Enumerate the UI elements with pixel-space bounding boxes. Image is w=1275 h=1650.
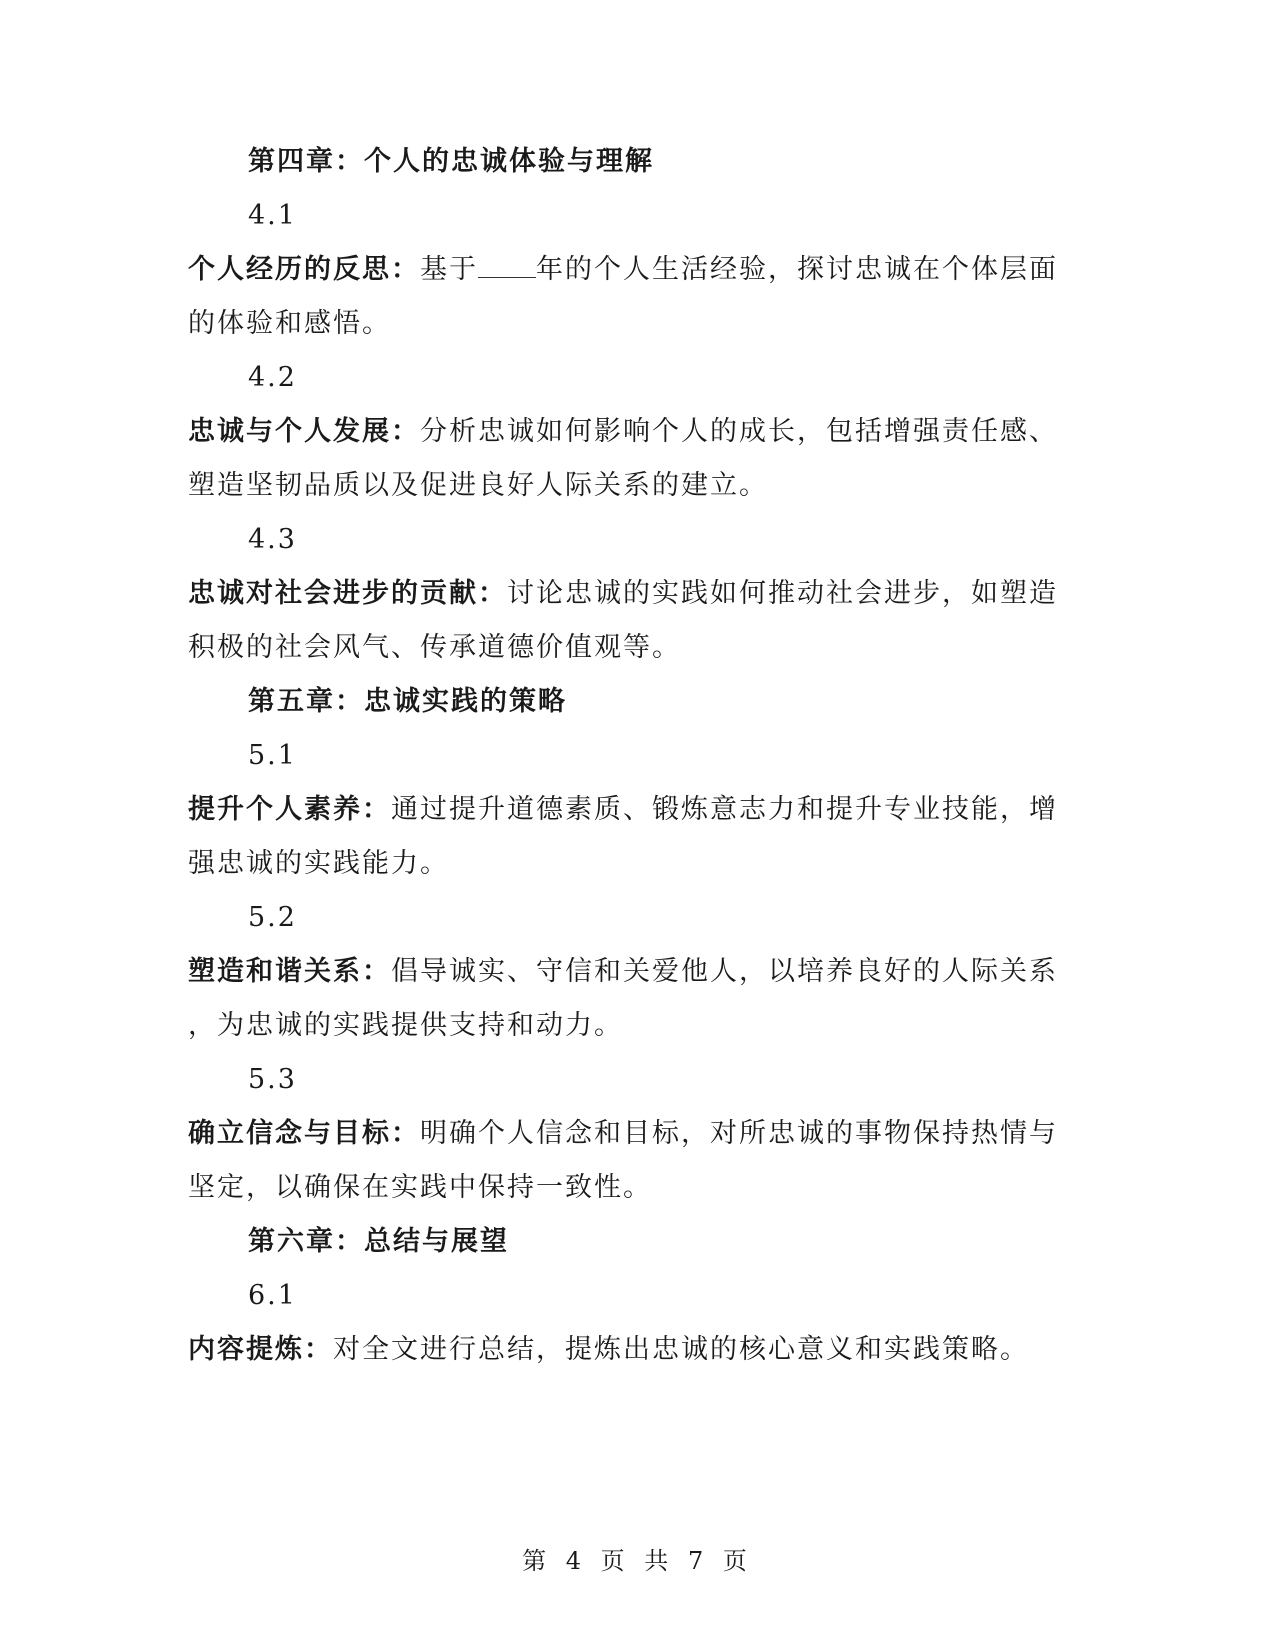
- section-number: 5.2: [248, 902, 297, 933]
- paragraph-term: 塑造和谐关系：: [188, 956, 391, 987]
- paragraph-text: 通过提升道德素质、锻炼意志力和提升专业技能，增: [391, 794, 1058, 825]
- chapter-title: 第五章：忠诚实践的策略: [248, 686, 567, 717]
- paragraph-line: [188, 794, 1058, 826]
- paragraph-text: 年的个人生活经验，探讨忠诚在个体层面: [536, 254, 1058, 285]
- paragraph-line: [188, 578, 1058, 610]
- section-number: 4.3: [248, 524, 297, 555]
- paragraph-term: 确立信念与目标：: [188, 1118, 420, 1149]
- paragraph-line: [188, 956, 1058, 988]
- chapter-title: 第四章：个人的忠诚体验与理解: [248, 146, 654, 177]
- paragraph-text: 讨论忠诚的实践如何推动社会进步，如塑造: [507, 578, 1058, 609]
- paragraph-line: [188, 1118, 1058, 1150]
- section-number: 5.3: [248, 1064, 297, 1095]
- section-number: 6.1: [248, 1280, 297, 1311]
- paragraph-term: 忠诚对社会进步的贡献：: [188, 578, 507, 609]
- paragraph-term: 提升个人素养：: [188, 794, 391, 825]
- fill-in-blank: [478, 255, 536, 278]
- paragraph-line: 强忠诚的实践能力。: [188, 848, 449, 879]
- paragraph-term: 内容提炼：: [188, 1334, 333, 1365]
- paragraph-line: [188, 254, 1058, 286]
- page-footer: 第 4 页 共 7 页: [522, 1547, 753, 1575]
- paragraph-line: 坚定，以确保在实践中保持一致性。: [188, 1172, 652, 1203]
- paragraph-text: 倡导诚实、守信和关爱他人，以培养良好的人际关系: [391, 956, 1058, 987]
- paragraph-text: 分析忠诚如何影响个人的成长，包括增强责任感、: [420, 416, 1058, 447]
- section-number: 4.2: [248, 362, 297, 393]
- paragraph-term: 忠诚与个人发展：: [188, 416, 420, 447]
- paragraph-line: 塑造坚韧品质以及促进良好人际关系的建立。: [188, 470, 768, 501]
- paragraph-line: ，为忠诚的实践提供支持和动力。: [188, 1010, 623, 1041]
- paragraph-line: [188, 1334, 1029, 1366]
- section-number: 5.1: [248, 740, 297, 771]
- chapter-title: 第六章：总结与展望: [248, 1226, 509, 1257]
- paragraph-term: 个人经历的反思：: [188, 254, 420, 285]
- paragraph-line: 的体验和感悟。: [188, 308, 391, 339]
- paragraph-line: [188, 416, 1058, 448]
- paragraph-text: 明确个人信念和目标，对所忠诚的事物保持热情与: [420, 1118, 1058, 1149]
- paragraph-line: 积极的社会风气、传承道德价值观等。: [188, 632, 681, 663]
- paragraph-text: 基于: [420, 254, 478, 285]
- section-number: 4.1: [248, 200, 297, 231]
- paragraph-text: 对全文进行总结，提炼出忠诚的核心意义和实践策略。: [333, 1334, 1029, 1365]
